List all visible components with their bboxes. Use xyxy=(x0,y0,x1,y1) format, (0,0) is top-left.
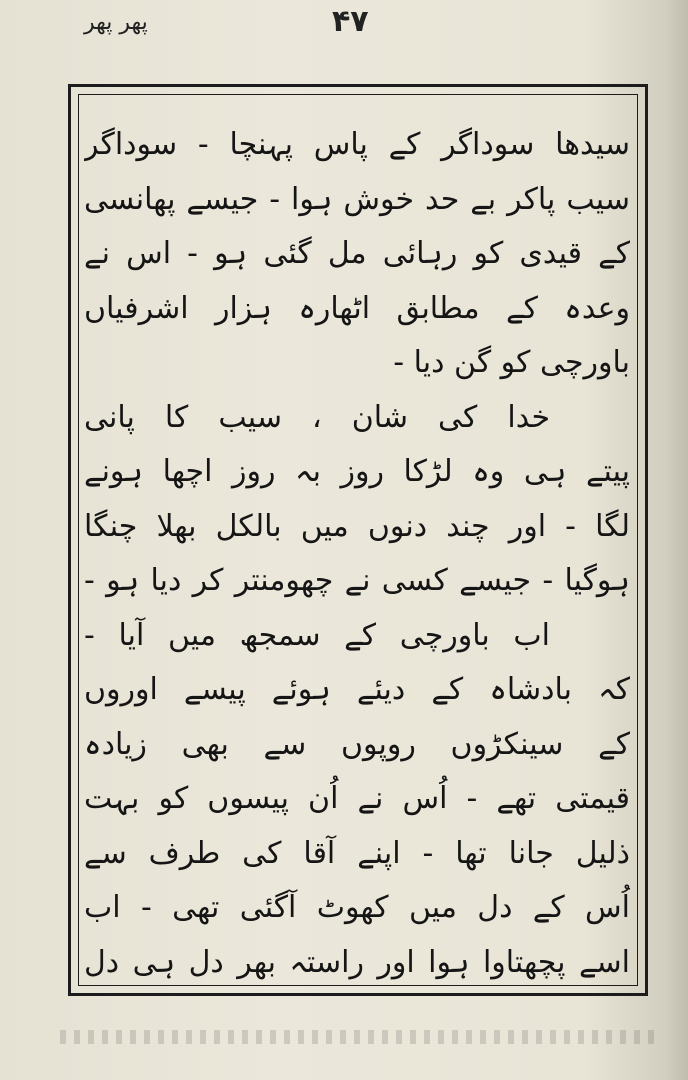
text-line: پیتے ہی وہ لڑکا روز بہ روز اچھا ہونے xyxy=(84,454,630,489)
text-line: کے سینکڑوں روپوں سے بھی زیادہ xyxy=(84,726,630,762)
text-line: ہوگیا - جیسے کسی نے چھومنتر کر دیا ہو - xyxy=(84,563,630,598)
text-line: سیب پاکر بے حد خوش ہوا - جیسے پھانسی xyxy=(84,181,630,217)
text-line: اُس کے دل میں کھوٹ آگئی تھی - اب xyxy=(84,890,630,925)
text-line: قیمتی تھے - اُس نے اُن پیسوں کو بہت xyxy=(84,781,630,816)
text-line: وعدہ کے مطابق اٹھارہ ہزار اشرفیاں xyxy=(84,290,630,326)
text-line: کہ بادشاہ کے دیئے ہوئے پیسے اوروں xyxy=(84,672,630,707)
text-line: کے قیدی کو رہائی مل گئی ہو - اس نے xyxy=(84,236,630,271)
text-line: خدا کی شان ، سیب کا پانی xyxy=(84,399,550,435)
page-number: ۴۷ xyxy=(332,4,369,39)
body-text xyxy=(84,118,630,978)
text-line: اسے پچھتاوا ہوا اور راستہ بھر دل ہی دل xyxy=(84,944,630,980)
text-line: اب باورچی کے سمجھ میں آیا - xyxy=(84,617,550,653)
text-line: باورچی کو گن دیا - xyxy=(393,345,630,380)
running-header: پھر پھر xyxy=(84,10,148,35)
text-line: لگا - اور چند دنوں میں بالکل بھلا چنگا xyxy=(84,508,630,544)
print-smudge xyxy=(60,1030,660,1044)
text-line: ذلیل جانا تھا - اپنے آقا کی طرف سے xyxy=(84,835,630,871)
text-line: سیدھا سوداگر کے پاس پہنچا - سوداگر xyxy=(84,127,630,162)
